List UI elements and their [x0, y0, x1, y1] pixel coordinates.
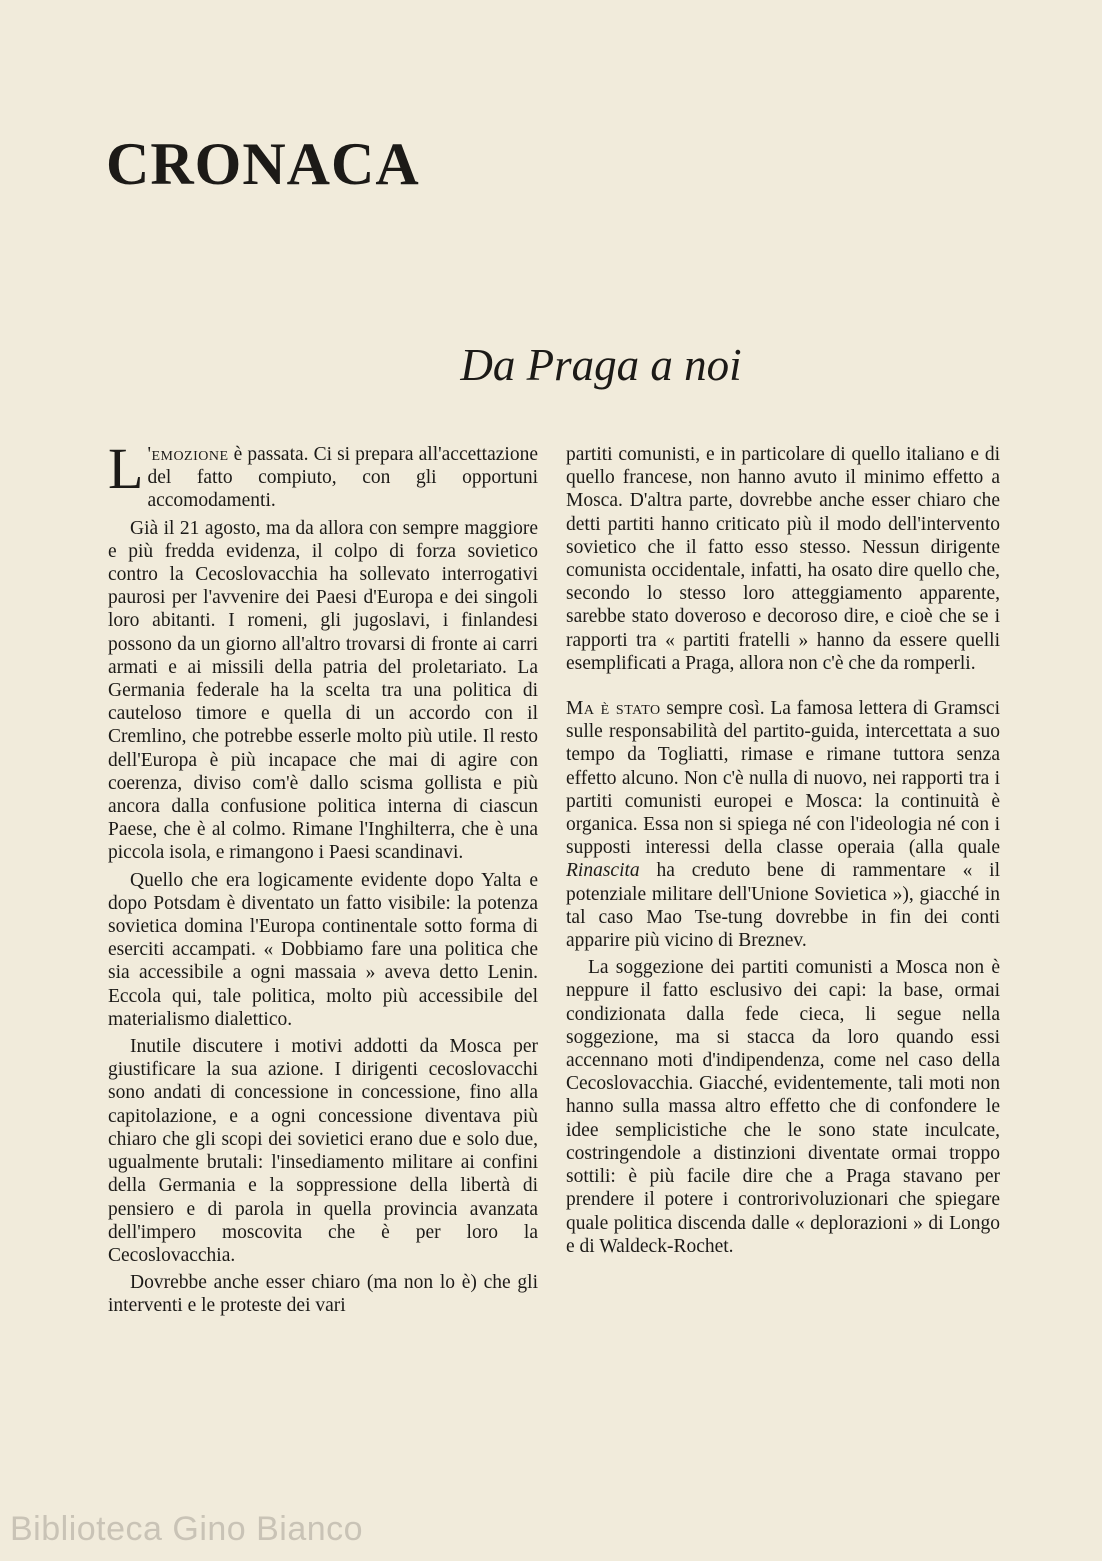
paragraph-2: Già il 21 agosto, ma da allora con sempre maggiore e più fredda evidenza, il colpo di forza sovietico contro la Cecoslovacchia ha sollevato interrogativi paurosi per l'avvenire dei Paesi d'Europa e dei singoli loro abitanti. I romeni, gli jugoslavi, i finlandesi possono da un giorno all'altro trovarsi di fronte ai carri armati e ai missili della patria del proletariato. La Germania federale ha la scelta tra una politica di cauteloso timore e quella di un accordo con il Cremlino, che potrebbe esserle molto più utile. Il resto dell'Europa è più incapace che mai di agire con coerenza, diviso com'è dallo scisma gollista e più ancora dalla confusione politica interna di ciascun Paese, che è al colmo. Rimane l'Inghilterra, che è una piccola isola, e rimangono i Paesi scandinavi. — [108, 517, 538, 864]
paragraph-4: Inutile discutere i motivi addotti da Mosca per giustificare la sua azione. I dirigenti cecoslovacchi sono andati di concessione in concessione, fino alla capitolazione, e a ogni concessione diventava più chiaro che gli scopi dei sovietici erano due e solo due, ugualmente brutali: l'insediamento militare ai confini della Germania e la soppressione della libertà di pensiero e di parola in quella provincia avanzata dell'impero moscovita che è per loro la Cecoslovacchia. — [108, 1036, 538, 1266]
section-heading: CRONACA — [106, 131, 420, 197]
drop-cap: L — [108, 436, 144, 501]
paragraph-5: Dovrebbe anche esser chiaro (ma non lo è) che gli interventi e le proteste dei vari — [108, 1272, 538, 1317]
library-watermark: Biblioteca Gino Bianco — [10, 1510, 364, 1548]
paragraph-lead-smallcaps: 'emozione — [147, 444, 229, 465]
paragraph-3: Quello che era logicamente evidente dopo Yalta e dopo Potsdam è diventato un fatto visibile: la potenza sovietica domina l'Europa continentale sotto forma di eserciti accampati. « Dobbiamo fare una politica che sia accessibile a ogni massaia » aveva detto Lenin. Eccola qui, tale politica, molto più accessibile del materialismo dialettico. — [108, 869, 538, 1030]
paragraph-1 — [108, 436, 538, 513]
publication-title: Rinascita — [566, 860, 640, 882]
paragraph-7-text-a: sempre così. La famosa lettera di Gramsci sulle responsabilità del partito-guida, intercettata a suo tempo da Togliatti, rimase e rimane tuttora senza effetto alcuno. Non c'è nulla di nuovo, nei rapporti tra i partiti comunisti europei e Mosca: la continuità è organica. Essa non si spiega né con l'ideologia né con i supposti interessi della classe operaia (alla quale — [566, 698, 1000, 859]
paragraph-7 — [566, 697, 1000, 952]
paragraph-6: partiti comunisti, e in particolare di quello italiano e di quello francese, non hanno avuto il minimo effetto a Mosca. D'altra parte, dovrebbe anche esser chiaro che detti partiti hanno criticato più il modo dell'intervento sovietico che il fatto esso stesso. Nessun dirigente comunista occidentale, infatti, ha osato dire quello che, secondo lo stesso loro atteggiamento apparente, sarebbe stato doveroso e decoroso dire, e cioè che se i rapporti tra « partiti fratelli » hanno da essere quelli esemplificati a Praga, allora non c'è che da romperli. — [566, 444, 1000, 674]
paragraph-7-text-b: ha creduto bene di rammentare « il potenziale militare dell'Unione Sovietica »), giacché in tal caso Mao Tse-tung dovrebbe in fin dei conti apparire più vicino di Breznev. — [566, 860, 1000, 952]
article-title: Da Praga a noi — [460, 340, 742, 390]
right-column — [566, 443, 1000, 1262]
section-lead-smallcaps: Ma è stato — [566, 698, 661, 720]
left-column — [108, 436, 538, 1322]
paragraph-8: La soggezione dei partiti comunisti a Mosca non è neppure il fatto esclusivo dei capi: la base, ormai condizionata dalla fede cieca, li segue nella soggezione, ma si stacca da loro quando essi accennano moti d'indipendenza, come nel caso della Cecoslovacchia. Giacché, evidentemente, tali moti non hanno sulla massa altro effetto che di confondere le idee semplicistiche che le sono state inculcate, costringendole a distinzioni diventate ormai troppo sottili: è più facile dire che a Praga stavano per prendere il potere i controrivoluzionari che spiegare quale politica discenda dalle « deplorazioni » di Longo e di Waldeck-Rochet. — [566, 957, 1000, 1257]
paragraph-1-text: è passata. Ci si prepara all'accettazione del fatto compiuto, con gli opportuni accomodamenti. — [147, 444, 538, 512]
